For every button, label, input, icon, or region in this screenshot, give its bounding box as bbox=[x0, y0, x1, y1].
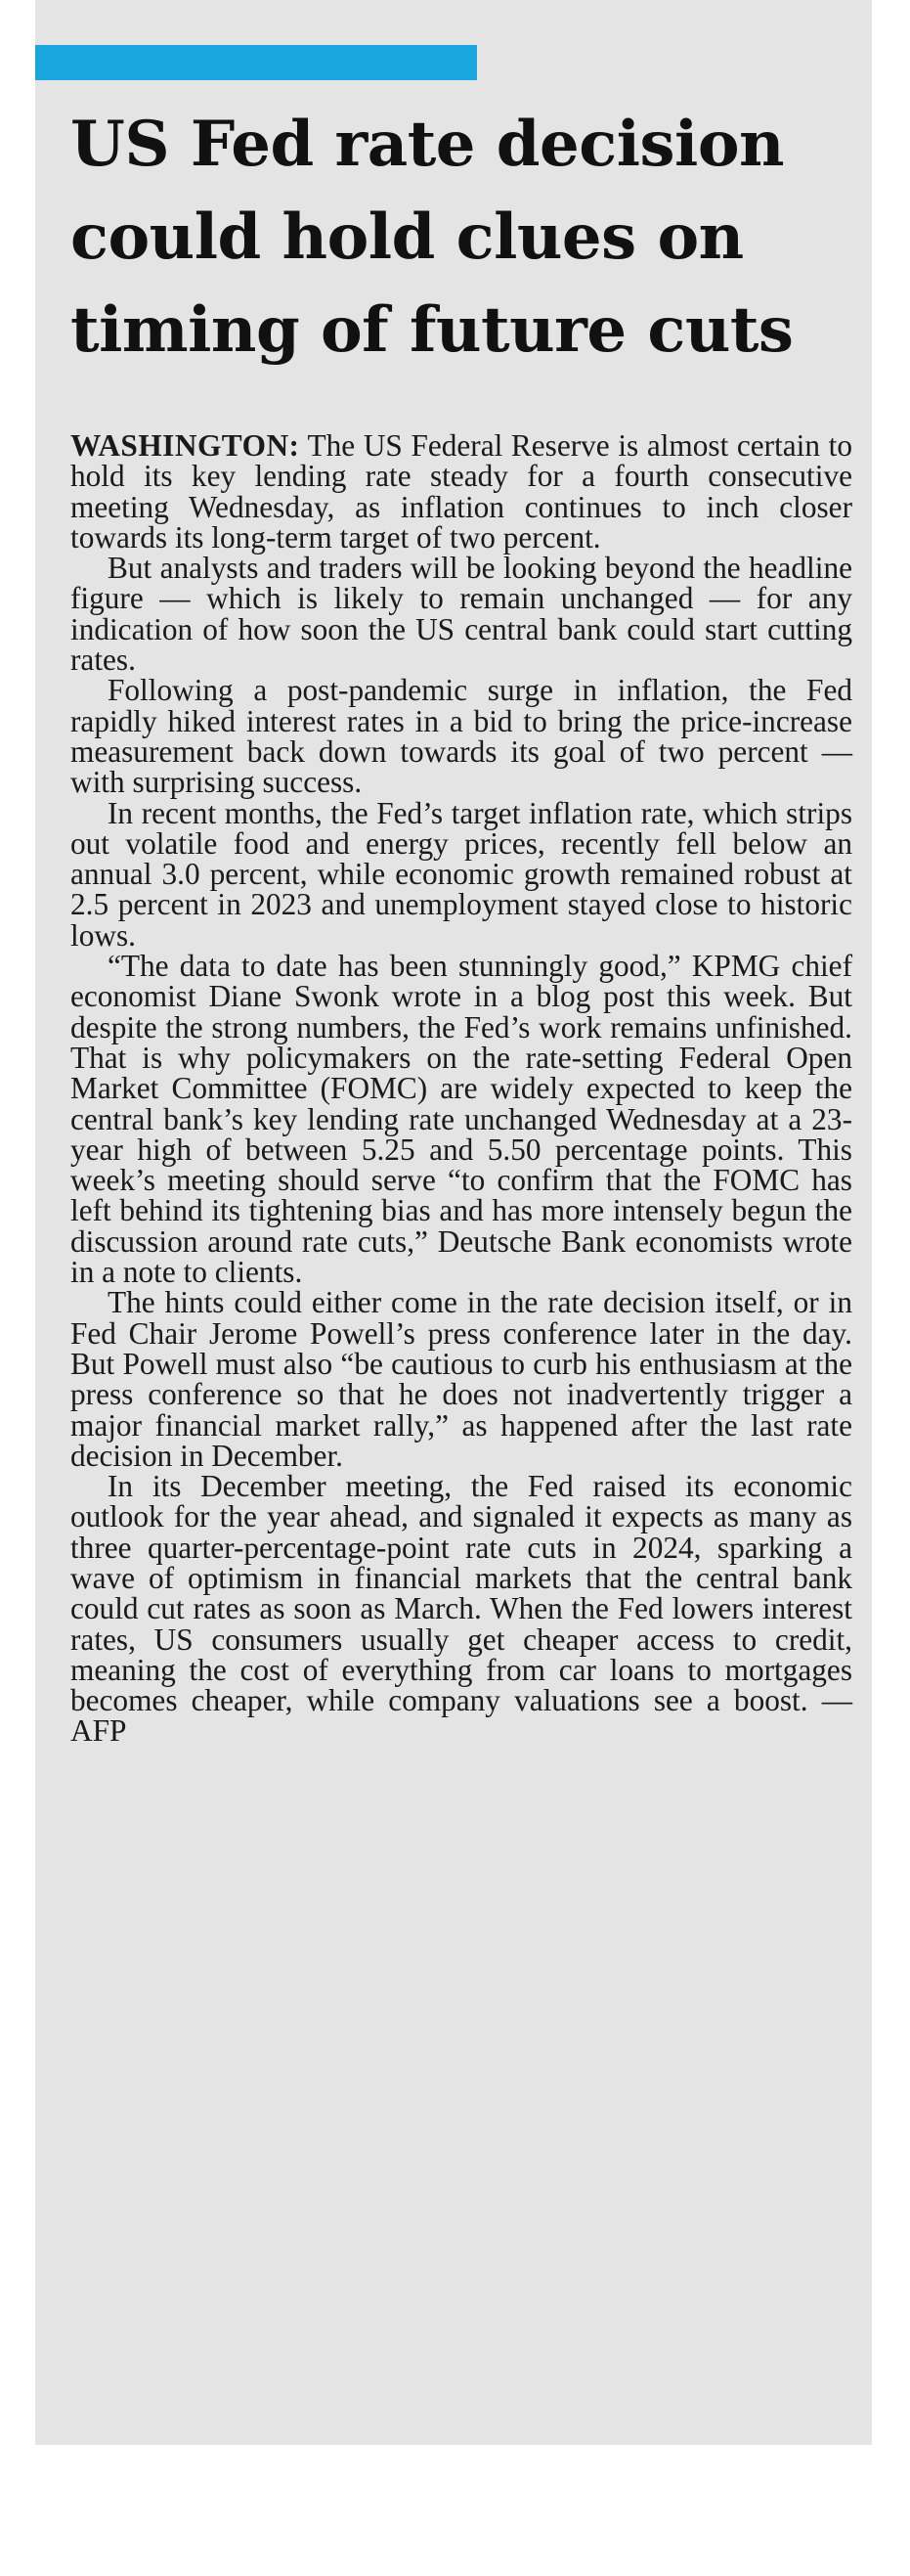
article-body bbox=[70, 430, 852, 1747]
paragraph-5: “The data to date has been stunningly good,” KPMG chief economist Diane Swonk wrote in a blog post this week. But despite the strong numbers, the Fed’s work remains unfinished. That is why policymakers on the rate-setting Federal Open Market Committee (FOMC) are widely expected to keep the central bank’s key lending rate unchanged Wednesday at a 23-year high of between 5.25 and 5.50 percentage points. This week’s meeting should serve “to confirm that the FOMC has left behind its tightening bias and has more intensely begun the discussion around rate cuts,” Deutsche Bank economists wrote in a note to clients. bbox=[70, 949, 852, 1290]
paragraph-2: But analysts and traders will be looking beyond the headline figure — which is likely to remain unchanged — for any indication of how soon the US central bank could start cutting rates. bbox=[70, 551, 852, 678]
paragraph-6: The hints could either come in the rate decision itself, or in Fed Chair Jerome Powell’s press conference later in the day. But Powell must also “be cautious to curb his enthusiasm at the press conference so that he does not inadvertently trigger a major financial market rally,” as happened after the last rate decision in December. bbox=[70, 1285, 852, 1473]
paragraph-1-text: The US Federal Reserve is almost certain to hold its key lending rate steady for a fourth consecutive meeting Wednesday, as inflation continues to inch closer towards its long-term target of two percent. bbox=[70, 428, 852, 555]
paragraph-3: Following a post-pandemic surge in inflation, the Fed rapidly hiked interest rates in a bid to bring the price-increase measurement back down towards its goal of two percent — with surprising success. bbox=[70, 673, 852, 800]
paragraph-7: In its December meeting, the Fed raised its economic outlook for the year ahead, and signaled it expects as many as three quarter-percentage-point rate cuts in 2024, sparking a wave of optimism in financial markets that the central bank could cut rates as soon as March. When the Fed lowers interest rates, US consumers usually get cheaper access to credit, meaning the cost of everything from car loans to mortgages becomes cheaper, while company valuations see a boost. — AFP bbox=[70, 1469, 852, 1749]
headline: US Fed rate decision could hold clues on timing of future cuts bbox=[70, 108, 794, 367]
accent-bar bbox=[35, 45, 477, 80]
paragraph-4: In recent months, the Fed’s target inflation rate, which strips out volatile food and energy prices, recently fell below an annual 3.0 percent, while economic growth remained robust at 2.5 percent in 2023 and unemployment stayed close to historic lows. bbox=[70, 795, 852, 953]
dateline: WASHINGTON: bbox=[70, 428, 300, 463]
paragraph-1 bbox=[70, 430, 852, 553]
